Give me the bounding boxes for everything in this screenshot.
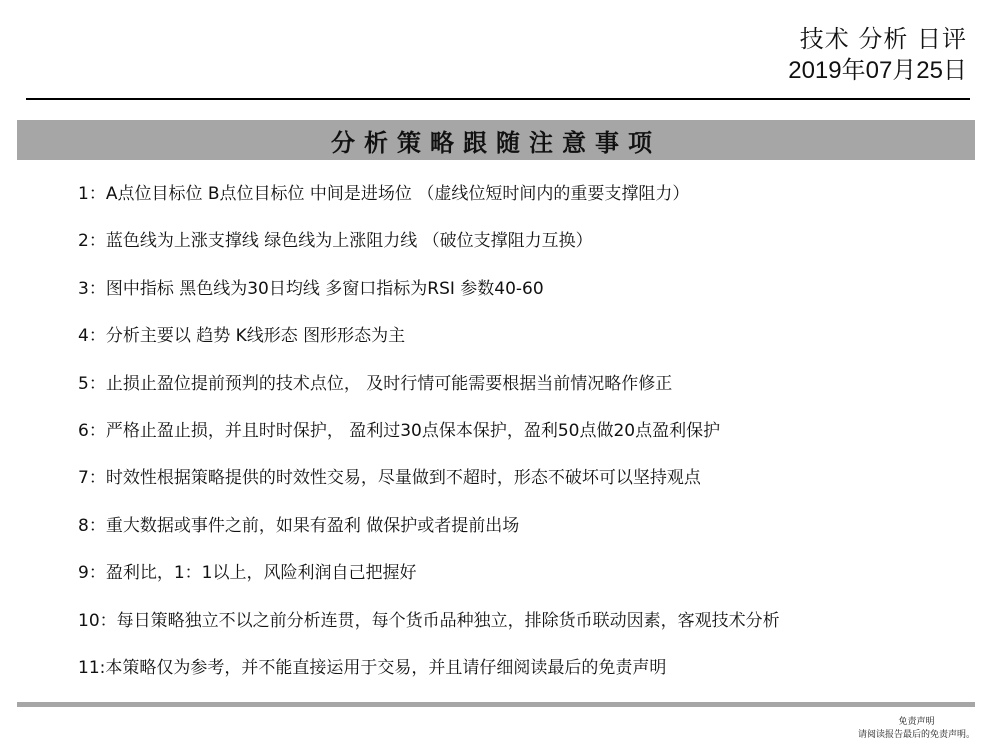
- report-title: 技术 分析 日评: [799, 25, 967, 53]
- list-item: 3：图中指标 黑色线为30日均线 多窗口指标为RSI 参数40-60: [78, 278, 544, 299]
- list-item: 1：A点位目标位 B点位目标位 中间是进场位 （虚线位短时间内的重要支撑阻力）: [78, 184, 690, 204]
- disclaimer-text: 请阅读报告最后的免责声明。: [857, 730, 975, 740]
- list-item: 6：严格止盈止损，并且时时保护， 盈利过30点保本保护，盈利50点做20点盈利保护: [78, 420, 721, 441]
- report-date: 2019年07月25日: [788, 57, 967, 84]
- disclaimer-title: 免责声明: [898, 717, 935, 727]
- list-item: 4：分析主要以 趋势 K线形态 图形形态为主: [78, 326, 406, 347]
- list-item: 5：止损止盈位提前预判的技术点位， 及时行情可能需要根据当前情况略作修正: [78, 373, 673, 394]
- list-item: 2：蓝色线为上涨支撑线 绿色线为上涨阻力线 （破位支撑阻力互换）: [78, 231, 593, 252]
- header-divider: [26, 98, 970, 100]
- list-item: 10：每日策略独立不以之前分析连贯，每个货币品种独立，排除货币联动因素，客观技术分析: [78, 610, 780, 631]
- section-title: 分析策略跟随注意事项: [331, 128, 661, 157]
- list-item: 8：重大数据或事件之前，如果有盈利 做保护或者提前出场: [78, 515, 520, 536]
- disclaimer-note: [858, 716, 975, 742]
- list-item: 7：时效性根据策略提供的时效性交易，尽量做到不超时，形态不破坏可以坚持观点: [78, 468, 701, 489]
- notes-list: [78, 178, 968, 699]
- footer-divider: [17, 702, 975, 707]
- header: [788, 22, 967, 86]
- list-item: 9：盈利比，1：1以上，风险利润自己把握好: [78, 563, 417, 584]
- section-banner: [17, 120, 975, 160]
- list-item: 11:本策略仅为参考，并不能直接运用于交易，并且请仔细阅读最后的免责声明: [78, 657, 667, 678]
